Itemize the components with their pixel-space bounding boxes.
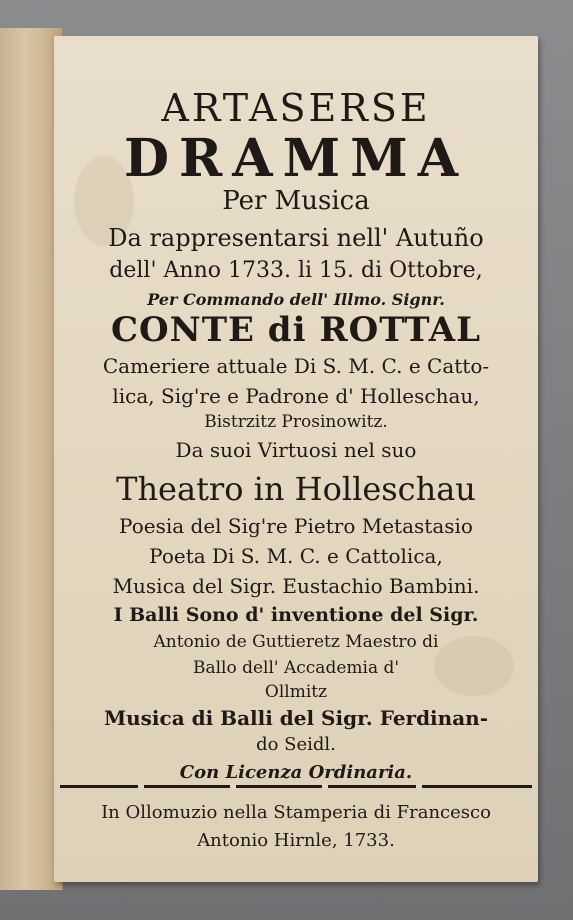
genre-heading: DRAMMA — [123, 128, 469, 189]
book — [0, 28, 548, 890]
virtuosi-line: Da suoi Virtuosi nel suo — [175, 438, 417, 462]
ballet-line-1: I Balli Sono d' inventione del Sigr. — [113, 604, 479, 626]
work-title: ARTASERSE — [161, 86, 431, 130]
poet-line-1: Poesia del Sig're Pietro Metastasio — [119, 514, 473, 538]
rule-gap — [416, 784, 422, 789]
subtitle: Per Musica — [222, 186, 370, 216]
rule-gap — [322, 784, 328, 789]
patron-title-line-2: lica, Sig're e Padrone d' Holleschau, — [112, 384, 480, 408]
title-page — [54, 36, 538, 882]
title-page-text — [54, 36, 538, 882]
poet-line-2: Poeta Di S. M. C. e Cattolica, — [149, 544, 443, 568]
ornamental-rule — [60, 782, 532, 792]
performance-line: Da rappresentarsi nell' Autuño — [108, 224, 484, 252]
rule-bar — [60, 785, 532, 788]
license-line: Con Licenza Ordinaria. — [179, 762, 413, 783]
rule-gap — [230, 784, 236, 789]
patron-title-line-3: Bistrzitz Prosinowitz. — [204, 412, 388, 432]
imprint-line-1: In Ollomuzio nella Stamperia di Francesco — [101, 802, 491, 823]
date-line: dell' Anno 1733. li 15. di Ottobre, — [109, 258, 483, 283]
ballet-line-4: Ollmitz — [264, 682, 328, 702]
patron-name: CONTE di ROTTAL — [110, 310, 482, 350]
theatre-name: Theatro in Holleschau — [116, 470, 476, 508]
ballet-music-line-2: do Seidl. — [256, 734, 336, 755]
imprint-line-2: Antonio Hirnle, 1733. — [197, 830, 395, 851]
patron-title-line-1: Cameriere attuale Di S. M. C. e Catto- — [102, 354, 490, 378]
ballet-line-2: Antonio de Guttieretz Maestro di — [153, 632, 439, 652]
command-line: Per Commando dell' Illmo. Signr. — [147, 290, 445, 309]
ballet-music-line-1: Musica di Balli del Sigr. Ferdinan- — [103, 706, 488, 730]
rule-gap — [138, 784, 144, 789]
ballet-line-3: Ballo dell' Accademia d' — [192, 658, 400, 678]
composer-line: Musica del Sigr. Eustachio Bambini. — [112, 574, 480, 598]
